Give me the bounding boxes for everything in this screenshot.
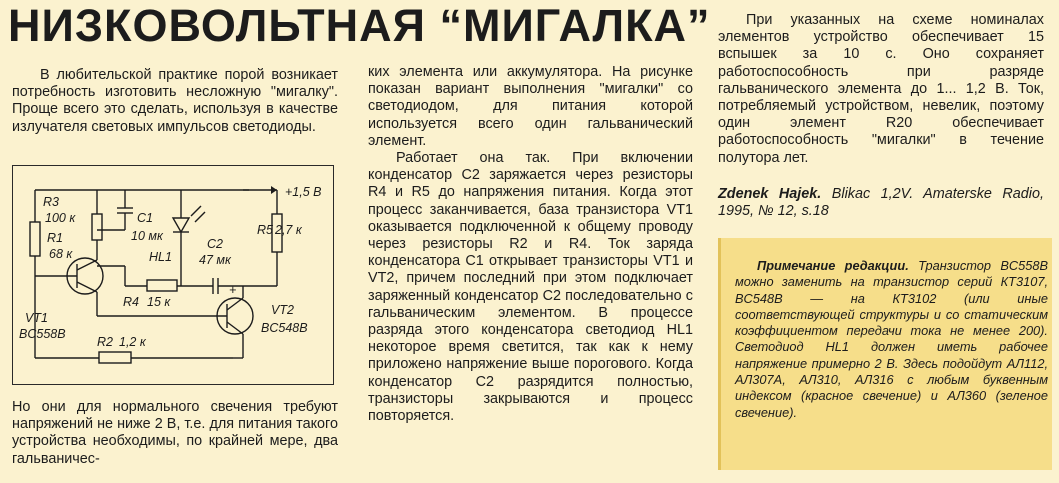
r5-value: 2,7 к [275, 223, 302, 237]
note-paragraph [735, 258, 1048, 421]
column-2 [368, 64, 693, 425]
r4-resistor [147, 280, 177, 291]
r3-resistor [30, 222, 40, 256]
r2-value: 1,2 к [119, 335, 146, 349]
r5-label: R5 [257, 223, 273, 237]
plus-sign: + [229, 283, 237, 297]
r1-label: R1 [47, 231, 63, 245]
r1-value: 68 к [49, 247, 73, 261]
note-text: Транзистор BC558B можно заменить на транзистор серий КТ3107, BC548B — на КТ3102 (или иные соответствующей структуры и со статическим коэффициентом передачи тока не менее 200). Светодиод HL1 должен иметь рабочее напряжение примерно 2 В. Здесь подойдут АЛ112, АЛ307А, АЛ310, АЛ316 с любым буквенным индексом (красное свечение) и АЛ360 (зеленое свечение). [735, 258, 1048, 420]
supply-label: +1,5 В [285, 185, 322, 199]
r2-resistor [99, 352, 131, 363]
vt2-label: VT2 [271, 303, 294, 317]
column-3 [718, 12, 1044, 167]
c2-label: C2 [207, 237, 223, 251]
c1-value: 10 мк [131, 229, 163, 243]
paragraph: В любительской практике порой возникает потребность изготовить несложную "мигалку". Проще всего это сделать, используя в качестве излучателя световых импульсов светодиоды. [12, 67, 338, 135]
source-citation [718, 186, 1044, 220]
column-1-top [12, 67, 338, 136]
source-text: Blikac 1,2V. Amaterske Radio, 1995, № 12, s.18 [718, 186, 1045, 220]
note-heading: Примечание редакции. [757, 258, 909, 273]
r4-label: R4 [123, 295, 139, 309]
vt1-label: VT1 [25, 311, 48, 325]
r4-value: 15 к [147, 295, 171, 309]
source-author: Zdenek Hajek. [718, 186, 822, 202]
paragraph: ких элемента или аккумулятора. На рисунке показан вариант выполнения "мигалки" со светодиодом, для питания которой используется всего один гальванический элемент. [368, 64, 693, 149]
circuit-schematic [12, 165, 334, 385]
r2-label: R2 [97, 335, 113, 349]
r1-resistor [92, 214, 102, 240]
vt1-type: BC558B [19, 327, 66, 341]
editor-note [718, 238, 1052, 470]
r3-value: 100 к [45, 211, 76, 225]
c1-label: C1 [137, 211, 153, 225]
paragraph: Работает она так. При включении конденсатор С2 заряжается через резисторы R4 и R5 до напряжения питания. Когда этот процесс заканчивается, база транзистора VT1 оказывается подключенной к общему проводу через резисторы R2 и R4. Ток заряда конденсатора С1 открывает транзисторы VT1 и VT2, причем последний при этом подключает заряженный конденсатор С2 последовательно с гальваническим элементом. В процессе разряда этого конденсатора светодиод HL1 некоторое время светится, так как к нему приложено напряжение выше порогового. Когда конденсатор С2 разрядится полностью, транзисторы закрываются и процесс повторяется. [368, 150, 693, 425]
paragraph: При указанных на схеме номиналах элементов устройство обеспечивает 15 вспышек за 10 с. Оно сохраняет работоспособность при разряде гальванического элемента до 1... 1,2 В. Ток, потребляемый устройством, невелик, поэтому один элемент R20 обеспечивает работоспособность "мигалки" в течение полутора лет. [718, 12, 1044, 166]
hl1-label: HL1 [149, 250, 172, 264]
r3-label: R3 [43, 195, 59, 209]
c2-value: 47 мк [199, 253, 231, 267]
article-title: НИЗКОВОЛЬТНАЯ “МИГАЛКА” [8, 0, 711, 51]
schematic-drawing [13, 166, 335, 386]
vt2-type: BC548B [261, 321, 308, 335]
paragraph: Но они для нормального свечения требуют напряжений не ниже 2 В, т.е. для питания такого устройства необходимы, по крайней мере, два гальваничес- [12, 399, 338, 467]
column-1-bottom [12, 399, 338, 468]
